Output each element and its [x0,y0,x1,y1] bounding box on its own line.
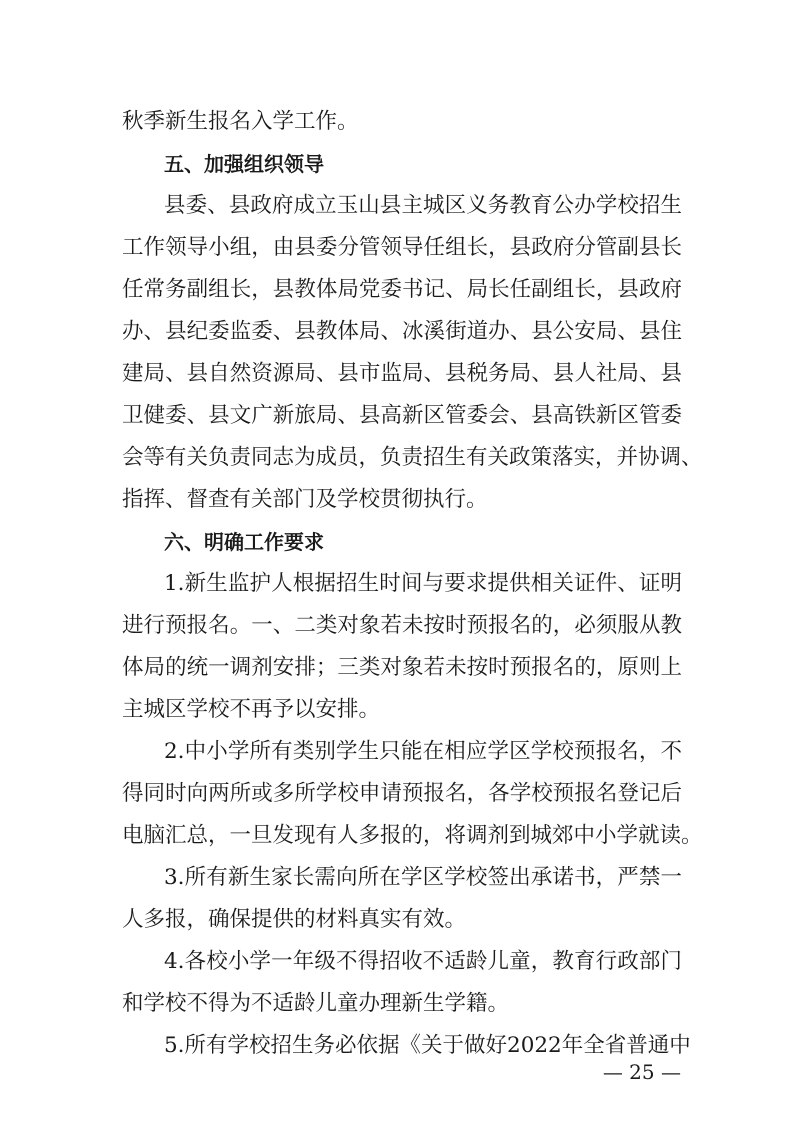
section-heading: 六、明确工作要求 [164,530,324,554]
section-heading: 五、加强组织领导 [164,152,324,176]
paragraph-line: 建局、县自然资源局、县市监局、县税务局、县人社局、县 [122,361,682,386]
paragraph-line: 工作领导小组，由县委分管领导任组长，县政府分管副县长 [122,235,682,260]
paragraph-line: 2.中小学所有类别学生只能在相应学区学校预报名，不 [164,739,682,764]
paragraph-line: 1.新生监护人根据招生时间与要求提供相关证件、证明 [164,571,682,596]
paragraph-line: 任常务副组长，县教体局党委书记、局长任副组长，县政府 [122,277,682,302]
paragraph-line: 卫健委、县文广新旅局、县高新区管委会、县高铁新区管委 [122,403,682,428]
page-number: — 25 — [602,1060,681,1084]
paragraph-line: 指挥、督查有关部门及学校贯彻执行。 [122,487,488,512]
paragraph-line: 办、县纪委监委、县教体局、冰溪街道办、县公安局、县住 [122,319,682,344]
paragraph-line: 3.所有新生家长需向所在学区学校签出承诺书，严禁一 [164,865,682,890]
paragraph-line: 4.各校小学一年级不得招收不适龄儿童，教育行政部门 [164,949,682,974]
paragraph-line: 电脑汇总，一旦发现有人多报的，将调剂到城郊中小学就读。 [122,823,703,848]
paragraph-line: 进行预报名。一、二类对象若未按时预报名的，必须服从教 [122,613,682,638]
paragraph-line: 体局的统一调剂安排；三类对象若未按时预报名的，原则上 [122,655,682,680]
paragraph-line: 人多报，确保提供的材料真实有效。 [122,907,467,932]
paragraph-line: 5.所有学校招生务必依据《关于做好2022年全省普通中 [164,1033,691,1058]
paragraph-line: 秋季新生报名入学工作。 [122,109,359,134]
paragraph-line: 主城区学校不再予以安排。 [122,697,381,722]
paragraph-line: 会等有关负责同志为成员，负责招生有关政策落实，并协调、 [122,445,703,470]
paragraph-line: 和学校不得为不适龄儿童办理新生学籍。 [122,991,510,1016]
paragraph-line: 县委、县政府成立玉山县主城区义务教育公办学校招生 [164,193,682,218]
paragraph-line: 得同时向两所或多所学校申请预报名，各学校预报名登记后 [122,781,682,806]
